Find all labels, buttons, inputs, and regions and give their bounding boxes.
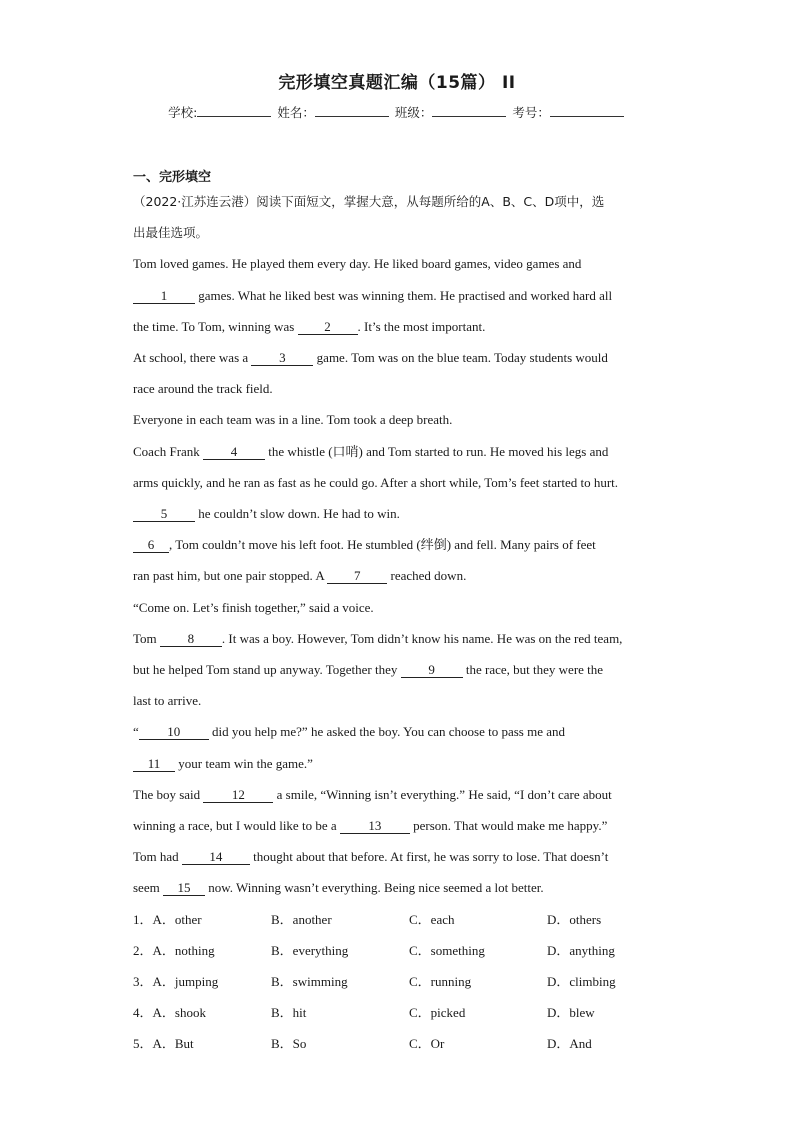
question-options-3 (133, 966, 663, 997)
option-a[interactable]: 5．A．But (133, 1036, 194, 1052)
blank-7[interactable]: 7 (327, 568, 387, 584)
number-blank[interactable] (550, 104, 624, 117)
passage-text: the whistle (口哨) and Tom started to run. He moved his legs and (265, 443, 609, 459)
blank-5[interactable]: 5 (133, 506, 195, 522)
passage-text: a smile, “Winning isn’t everything.” He said, “I don’t care about (273, 786, 612, 802)
blank-3[interactable]: 3 (251, 350, 313, 366)
option-c[interactable]: C．each (409, 911, 455, 927)
question-options-2 (133, 935, 663, 966)
passage-text: winning a race, but I would like to be a (133, 818, 340, 834)
passage-line: arms quickly, and he ran as fast as he could go. After a short while, Tom’s feet started to hurt. (133, 474, 619, 490)
class-blank[interactable] (432, 104, 506, 117)
passage-text: he couldn’t slow down. He had to win. (195, 506, 400, 522)
option-d[interactable]: D．climbing (547, 974, 616, 990)
passage-text: the race, but they were the (462, 662, 604, 678)
passage-text: reached down. (387, 568, 467, 584)
passage-text: Tom had (133, 849, 182, 865)
option-c[interactable]: C．picked (409, 1005, 466, 1021)
option-d[interactable]: D．blew (547, 1005, 595, 1021)
passage-line: Tom loved games. He played them every day. He liked board games, video games and (133, 256, 582, 272)
option-a[interactable]: 3．A．jumping (133, 974, 219, 990)
passage-line (133, 841, 663, 872)
passage-text: At school, there was a (133, 350, 252, 366)
question-options-1 (133, 904, 663, 935)
passage-text: Tom (133, 630, 160, 646)
passage-text: “ (133, 724, 139, 740)
passage-line (133, 529, 663, 560)
options-list (133, 904, 663, 1060)
passage-text: , Tom couldn’t move his left foot. He stumbled (绊倒) and fell. Many pairs of feet (169, 537, 596, 553)
class-label: 班级： (394, 105, 433, 120)
blank-4[interactable]: 4 (203, 444, 265, 460)
school-label: 学校: (168, 105, 198, 120)
passage-text: game. Tom was on the blue team. Today students would (313, 350, 608, 366)
passage-line: last to arrive. (133, 693, 202, 709)
passage-line (133, 280, 663, 311)
student-info-line (0, 103, 794, 121)
passage-text: the time. To Tom, winning was (133, 318, 298, 334)
passage-line: race around the track field. (133, 381, 273, 397)
name-blank[interactable] (315, 104, 389, 117)
blank-2[interactable]: 2 (298, 319, 358, 335)
passage-text: Coach Frank (133, 443, 204, 459)
option-c[interactable]: C．something (409, 942, 485, 958)
school-blank[interactable] (197, 104, 271, 117)
blank-14[interactable]: 14 (182, 849, 250, 865)
passage-line (133, 342, 663, 373)
passage-text: thought about that before. At first, he was sorry to lose. That doesn’t (249, 849, 609, 865)
passage-text: did you help me?” he asked the boy. You can choose to pass me and (208, 724, 565, 740)
passage-text: The boy said (133, 786, 204, 802)
blank-15[interactable]: 15 (163, 880, 205, 896)
blank-11[interactable]: 11 (133, 756, 175, 772)
intro-line-1: （2022·江苏连云港）阅读下面短文，掌握大意，从每题所给的A、B、C、D项中，选 (133, 194, 605, 209)
option-c[interactable]: C．Or (409, 1036, 445, 1052)
passage-text: now. Winning wasn’t everything. Being nice seemed a lot better. (204, 880, 544, 896)
passage-line (133, 560, 663, 591)
passage-line (133, 716, 663, 747)
option-a[interactable]: 1．A．other (133, 911, 202, 927)
passage-line (133, 779, 663, 810)
passage-line (133, 872, 663, 903)
blank-12[interactable]: 12 (203, 787, 273, 803)
blank-10[interactable]: 10 (139, 724, 209, 740)
passage-text: but he helped Tom stand up anyway. Together they (133, 662, 401, 678)
passage-text: . It was a boy. However, Tom didn’t know his name. He was on the red team, (221, 630, 623, 646)
question-options-5 (133, 1028, 663, 1059)
number-label: 考号： (512, 105, 550, 120)
passage-text: your team win the game.” (175, 755, 313, 771)
passage-line (133, 436, 663, 467)
passage-line (133, 748, 663, 779)
blank-9[interactable]: 9 (401, 662, 463, 678)
blank-1[interactable]: 1 (133, 288, 195, 304)
blank-13[interactable]: 13 (340, 818, 410, 834)
option-b[interactable]: B．hit (271, 1005, 307, 1021)
passage-text: games. What he liked best was winning them. He practised and worked hard all (195, 287, 613, 303)
passage-line (133, 654, 663, 685)
blank-8[interactable]: 8 (160, 631, 222, 647)
passage-line (133, 623, 663, 654)
passage-body (133, 186, 663, 1060)
question-options-4 (133, 997, 663, 1028)
passage-text: ran past him, but one pair stopped. A (133, 568, 328, 584)
page-title: 完形填空真题汇编（15篇） II (278, 73, 516, 93)
blank-6[interactable]: 6 (133, 537, 169, 553)
option-b[interactable]: B．another (271, 911, 332, 927)
passage-line: “Come on. Let’s finish together,” said a voice. (133, 599, 374, 615)
option-a[interactable]: 2．A．nothing (133, 942, 215, 958)
option-c[interactable]: C．running (409, 974, 472, 990)
name-label: 姓名： (277, 105, 315, 120)
intro-line-2: 出最佳选项。 (133, 225, 209, 241)
option-d[interactable]: D．anything (547, 942, 615, 958)
option-b[interactable]: B．So (271, 1036, 307, 1052)
passage-text: seem (133, 880, 163, 896)
passage-line (133, 311, 663, 342)
option-a[interactable]: 4．A．shook (133, 1005, 206, 1021)
option-b[interactable]: B．swimming (271, 974, 348, 990)
passage-text: person. That would make me happy.” (409, 818, 608, 834)
option-d[interactable]: D．others (547, 911, 602, 927)
option-d[interactable]: D．And (547, 1036, 592, 1052)
passage-line: Everyone in each team was in a line. Tom took a deep breath. (133, 412, 453, 428)
passage-text: . It’s the most important. (357, 318, 486, 334)
section-heading: 一、完形填空 (133, 170, 212, 185)
passage-line (133, 810, 663, 841)
passage-line (133, 498, 663, 529)
option-b[interactable]: B．everything (271, 942, 349, 958)
